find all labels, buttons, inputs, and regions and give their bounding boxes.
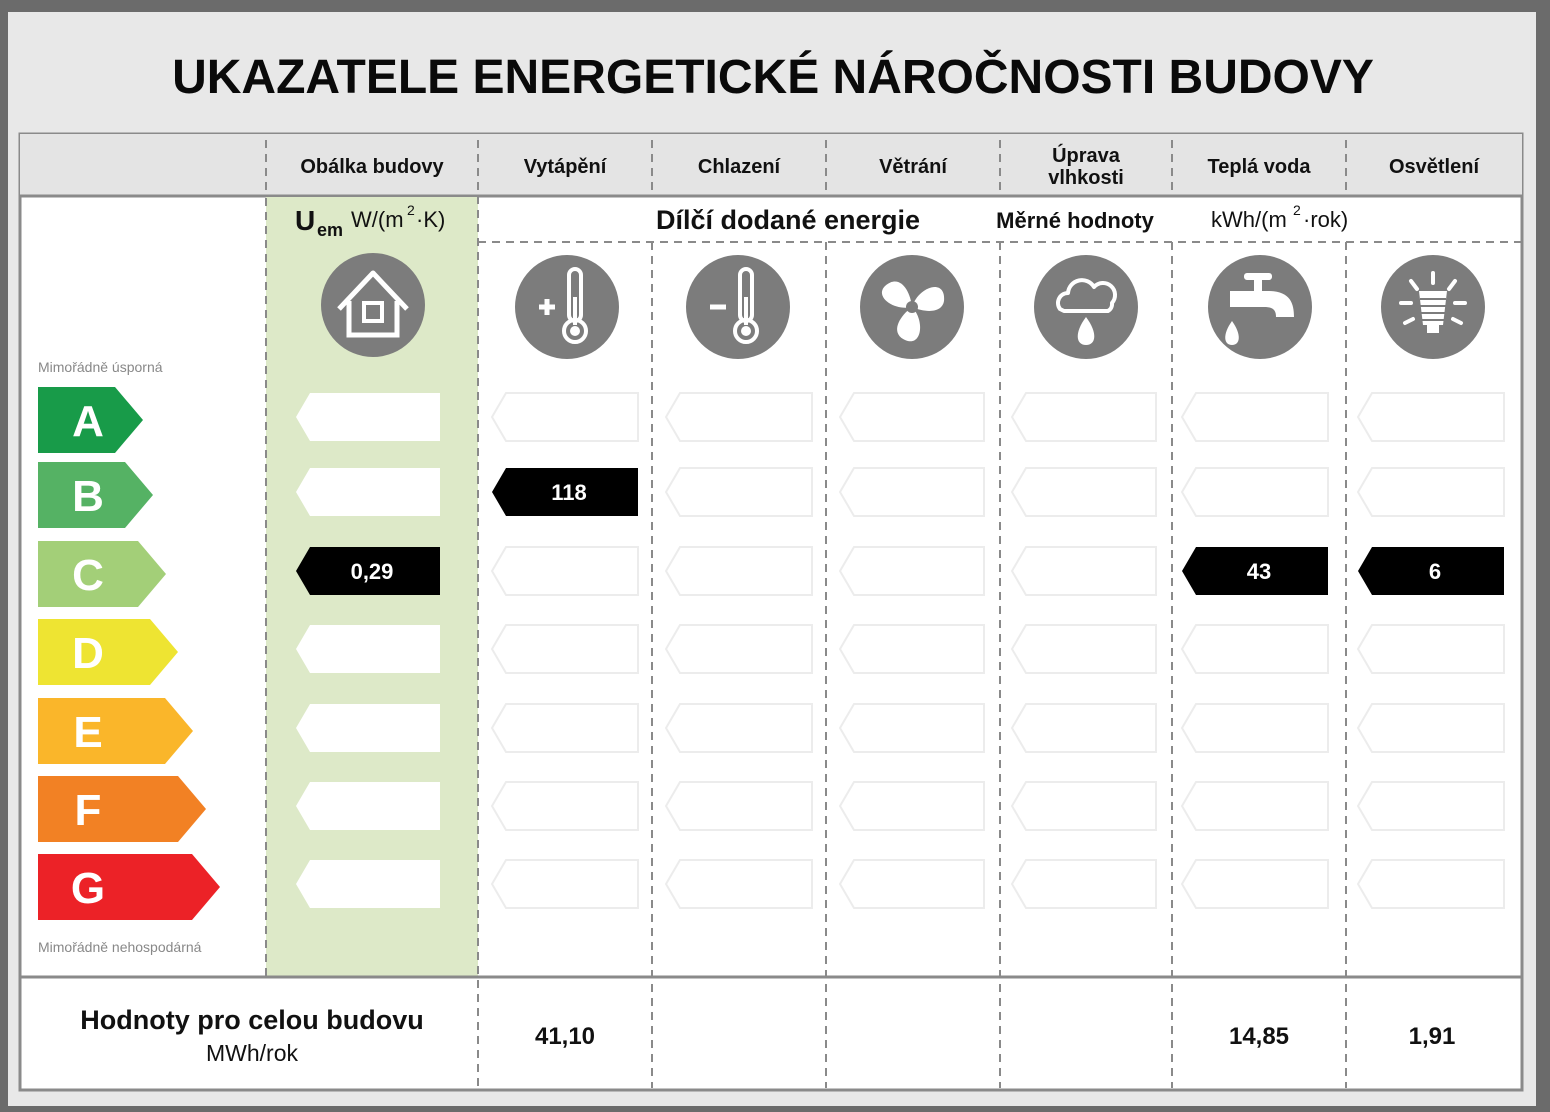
thermometer-minus-icon	[686, 255, 790, 359]
column-header-5: Teplá voda	[1207, 156, 1311, 178]
class-letter: F	[74, 786, 102, 835]
class-arrow-E	[38, 698, 193, 764]
totals-label: Hodnoty pro celou budovu	[80, 1005, 424, 1035]
total-value: 1,91	[1408, 1023, 1456, 1050]
value-marker	[1358, 547, 1504, 595]
u-unit-base: W/(m	[351, 207, 404, 232]
class-arrow-shape	[38, 619, 178, 685]
house-icon	[321, 253, 425, 357]
cloud-drop-icon	[1034, 255, 1138, 359]
class-arrow-D	[38, 619, 178, 685]
total-value: 14,85	[1228, 1023, 1290, 1050]
class-letter: D	[72, 629, 104, 678]
empty-slot	[296, 782, 440, 830]
tap-stem	[1254, 279, 1262, 291]
class-letter: E	[73, 708, 103, 757]
totals-unit: MWh/rok	[206, 1040, 298, 1066]
class-arrow-shape	[38, 854, 220, 920]
column-header-4: Úprava	[1052, 145, 1120, 167]
scale-bottom-label: Mimořádně nehospodárná	[38, 939, 202, 955]
column-header-0: Obálka budovy	[300, 156, 444, 178]
class-arrow-shape	[38, 698, 193, 764]
tap-icon	[1208, 255, 1312, 359]
tap-handle	[1244, 273, 1272, 280]
value-marker	[296, 547, 440, 595]
class-arrow-G	[38, 854, 220, 920]
column-header-4: vlhkosti	[1048, 167, 1124, 189]
u-unit-exp: 2	[407, 202, 415, 218]
fan-icon	[860, 255, 964, 359]
empty-slot	[296, 468, 440, 516]
class-arrow-shape	[38, 776, 206, 842]
class-letter: C	[72, 551, 104, 600]
empty-slot	[296, 393, 440, 441]
u-unit-tail: ·K)	[416, 207, 446, 232]
empty-slot	[296, 860, 440, 908]
value-marker	[1182, 547, 1328, 595]
value-marker	[492, 468, 638, 516]
page-title: UKAZATELE ENERGETICKÉ NÁROČNOSTI BUDOVY	[172, 51, 1374, 104]
value-marker-text: 0,29	[350, 559, 394, 584]
subheader-specific: Měrné hodnoty	[996, 208, 1154, 233]
subheader-unit-tail: ·rok)	[1303, 207, 1349, 232]
value-marker-text: 118	[551, 480, 587, 505]
column-header-2: Chlazení	[697, 156, 781, 178]
value-marker-text: 6	[1428, 559, 1442, 584]
empty-slot	[296, 704, 440, 752]
thermometer-bulb-fill	[570, 326, 580, 336]
column-header-3: Větrání	[879, 156, 947, 178]
scale-top-label: Mimořádně úsporná	[38, 359, 163, 375]
subheader-unit-base: kWh/(m	[1211, 207, 1287, 232]
thermometer-plus-icon	[515, 255, 619, 359]
bulb-icon	[1381, 255, 1485, 359]
class-arrow-F	[38, 776, 206, 842]
value-marker-text: 43	[1246, 559, 1272, 584]
bulb-base	[1427, 325, 1439, 333]
column-header-1: Vytápění	[523, 156, 607, 178]
u-subscript: em	[317, 220, 344, 240]
total-value: 41,10	[534, 1023, 596, 1050]
column-header-6: Osvětlení	[1388, 156, 1480, 178]
class-letter: G	[70, 864, 106, 913]
thermometer-bulb-fill	[741, 326, 751, 336]
fan-hub	[906, 301, 918, 313]
subheader-unit-exp: 2	[1293, 202, 1301, 218]
subheader-title: Dílčí dodané energie	[655, 205, 921, 235]
u-symbol: U	[295, 205, 316, 236]
empty-slot	[296, 625, 440, 673]
class-letter: A	[72, 397, 104, 446]
class-letter: B	[72, 472, 104, 521]
